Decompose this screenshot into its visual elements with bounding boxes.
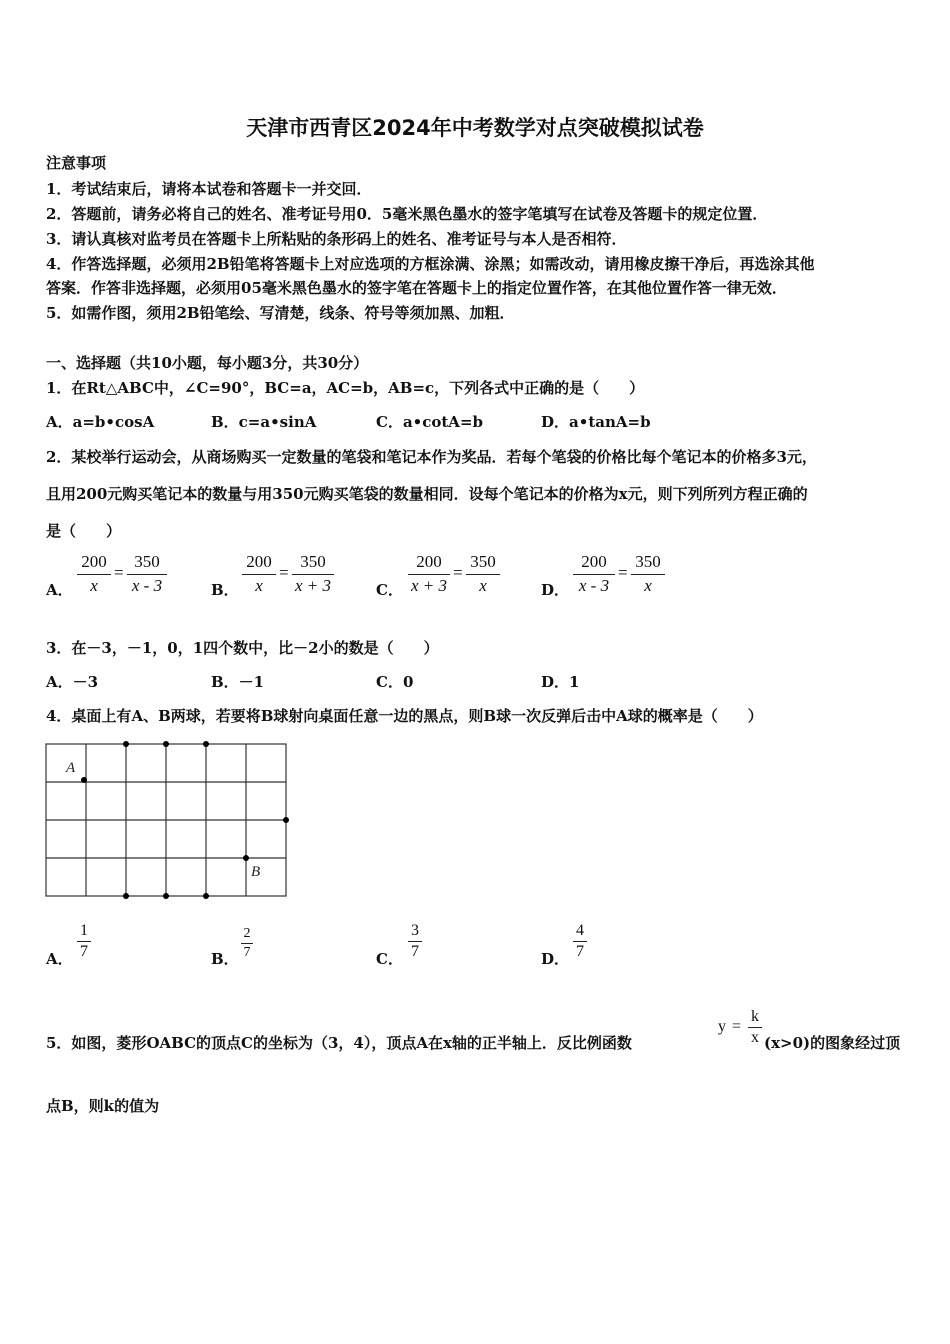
- func-fraction: k x: [748, 1008, 762, 1047]
- notice-item: 3．请认真核对监考员在答题卡上所粘贴的条形码上的姓名、准考证号与本人是否相符．: [46, 230, 627, 248]
- q5-stem-part: 5．如图，菱形OABC的顶点C的坐标为（3，4），顶点A在x轴的正半轴上．反比例函数: [46, 1034, 632, 1052]
- pocket-dot: [123, 893, 129, 899]
- q2-d-left-frac: 200 x - 3: [573, 552, 615, 598]
- q3-option-a[interactable]: A．－3: [46, 673, 99, 691]
- q2-stem-line: 2．某校举行运动会，从商场购买一定数量的笔袋和笔记本作为奖品．若每个笔袋的价格比每个笔记本的价格多3元，: [46, 448, 817, 466]
- page-title: 天津市西青区2024年中考数学对点突破模拟试卷: [246, 116, 704, 140]
- label-a: A: [66, 760, 76, 776]
- q2-stem-line: 且用200元购买笔记本的数量与用350元购买笔袋的数量相同．设每个笔记本的价格为x元，则下列所列方程正确的: [46, 485, 808, 503]
- q3-option-d[interactable]: D．1: [541, 673, 580, 691]
- billiard-table-figure: [44, 740, 294, 904]
- q3-option-b[interactable]: B．－1: [211, 673, 265, 691]
- q4-option-letter[interactable]: A．: [46, 950, 73, 968]
- q2-stem-line: 是（ ）: [46, 522, 122, 540]
- q4-option-d-frac: 4 7: [573, 922, 587, 961]
- q2-c-left-frac: 200 x + 3: [408, 552, 450, 598]
- ball-a: [81, 777, 87, 783]
- q5-stem-part: (x>0)的图象经过顶: [764, 1034, 901, 1052]
- pocket-dot: [283, 817, 289, 823]
- q1-option-b[interactable]: B．c=a•sinA: [211, 413, 317, 431]
- pocket-dot: [123, 741, 129, 747]
- q2-c-right-frac: 350 x: [466, 552, 500, 598]
- q3-option-c[interactable]: C．0: [376, 673, 414, 691]
- q4-option-letter[interactable]: D．: [541, 950, 570, 968]
- q4-option-letter[interactable]: B．: [211, 950, 239, 968]
- notice-item: 5．如需作图，须用2B铅笔绘、写清楚，线条、符号等须加黑、加粗．: [46, 304, 515, 322]
- q4-option-letter[interactable]: C．: [376, 950, 403, 968]
- notice-item: 2．答题前，请务必将自己的姓名、准考证号用0．5毫米黑色墨水的签字笔填写在试卷及答题卡的规定位置．: [46, 205, 768, 223]
- q2-option-letter: D．: [541, 581, 570, 599]
- q2-a-right-frac: 350 x - 3: [127, 552, 167, 598]
- q1-option-c[interactable]: C．a•cotA=b: [376, 413, 484, 431]
- notice-item: 1．考试结束后，请将本试卷和答题卡一并交回．: [46, 180, 372, 198]
- pocket-dot: [203, 741, 209, 747]
- q4-option-b-frac: 2 7: [241, 926, 253, 961]
- pocket-dot: [203, 893, 209, 899]
- equals-sign: =: [453, 563, 463, 582]
- q1-stem: 1．在Rt△ABC中，∠C=90°，BC=a，AC=b，AB=c，下列各式中正确的是（ ）: [46, 379, 645, 397]
- func-eq: =: [732, 1018, 742, 1035]
- section-heading: 一、选择题（共10小题，每小题3分，共30分）: [46, 354, 369, 372]
- equals-sign: =: [279, 563, 289, 582]
- q3-stem: 3．在－3，－1，0，1四个数中，比－2小的数是（ ）: [46, 639, 439, 657]
- q1-option-d[interactable]: D．a•tanA=b: [541, 413, 651, 431]
- notice-item: 4．作答选择题，必须用2B铅笔将答题卡上对应选项的方框涂满、涂黑；如需改动，请用橡皮擦干净后，再选涂其他: [46, 255, 815, 273]
- notice-heading: 注意事项: [46, 154, 107, 172]
- q2-option-letter: B．: [211, 581, 239, 599]
- q2-b-left-frac: 200 x: [242, 552, 276, 598]
- q2-a-left-frac: 200 x: [77, 552, 111, 598]
- pocket-dot: [163, 893, 169, 899]
- q5-stem-part: 点B，则k的值为: [46, 1097, 160, 1115]
- pocket-dot: [163, 741, 169, 747]
- q2-b-right-frac: 350 x + 3: [292, 552, 334, 598]
- q2-option-letter: C．: [376, 581, 403, 599]
- q4-option-a-frac: 1 7: [77, 922, 91, 961]
- notice-item: 答案．作答非选择题，必须用05毫米黑色墨水的签字笔在答题卡上的指定位置作答，在其他位置作答一律无效．: [46, 279, 787, 297]
- q1-option-a[interactable]: A．a=b•cosA: [46, 413, 155, 431]
- q4-stem: 4．桌面上有A、B两球，若要将B球射向桌面任意一边的黑点，则B球一次反弹后击中A球的概率是（ ）: [46, 707, 763, 725]
- q2-d-right-frac: 350 x: [631, 552, 665, 598]
- equals-sign: =: [114, 563, 124, 582]
- q4-option-c-frac: 3 7: [408, 922, 422, 961]
- equals-sign: =: [618, 563, 628, 582]
- ball-b: [243, 855, 249, 861]
- q2-option-letter: A．: [46, 581, 73, 599]
- label-b: B: [251, 864, 261, 880]
- func-y: y: [718, 1018, 726, 1035]
